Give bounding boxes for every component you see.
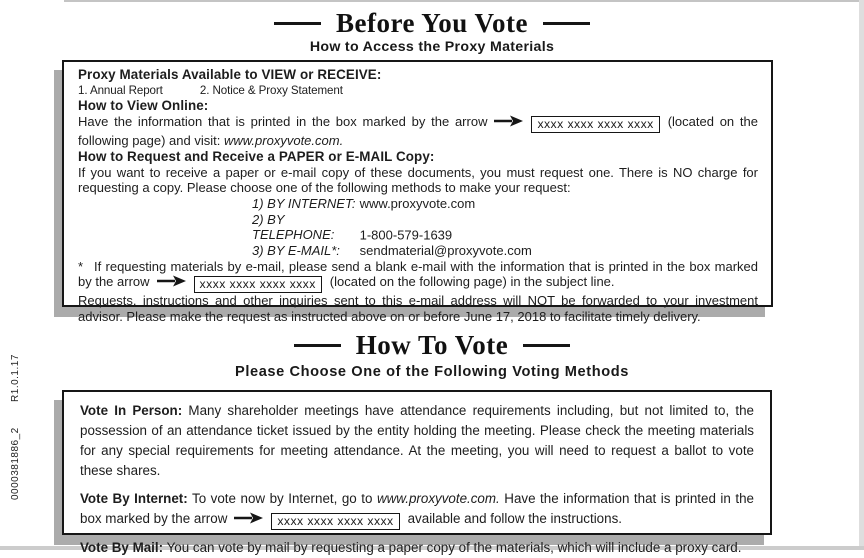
- request-copy-paragraph: If you want to receive a paper or e-mail copy of these documents, you must request one. There is NO charge for requesting a copy. Please choose one of the following methods to make your request:: [78, 164, 758, 196]
- section-title-text: How To Vote: [355, 330, 509, 360]
- vote-by-internet-label: Vote By Internet:: [80, 491, 188, 506]
- materials-list: [78, 83, 758, 99]
- deadline-paragraph: Requests, instructions and other inquiries sent to this e-mail address will NOT be forwarded to your investment advisor. Please make the request as instructed above on or before June 17, 2018 to facilitate timely delivery.: [78, 293, 758, 325]
- control-number-box: [271, 513, 399, 530]
- email-note-text-pre: If requesting materials by e-mail, please send a blank e-mail with the information that is printed in the box marked by the arrow: [78, 258, 758, 290]
- vote-in-person-paragraph: [80, 401, 754, 481]
- vote-by-internet-text-post: available and follow the instructions.: [407, 511, 622, 526]
- title-dash-left: [274, 22, 321, 25]
- scan-edge-top: [64, 0, 864, 2]
- view-online-text-pre: Have the information that is printed in the box marked by the arrow: [78, 114, 488, 130]
- arrow-right-icon: [494, 115, 524, 127]
- arrow-right-icon: [234, 512, 264, 524]
- how-to-vote-title: [0, 330, 864, 361]
- document-revision-number: R1.0.1.17: [10, 354, 21, 402]
- request-copy-heading: How to Request and Receive a PAPER or E-MAIL Copy:: [78, 148, 435, 164]
- method-value-telephone: 1-800-579-1639: [359, 227, 453, 243]
- vote-by-internet-text-mid: Have the information that is printed in the box marked by the arrow: [80, 491, 754, 526]
- method-label-email: 3) BY E-MAIL*:: [252, 243, 340, 259]
- method-row-internet: [252, 196, 758, 212]
- title-dash-right: [543, 22, 590, 25]
- proxyvote-url: www.proxyvote.com.: [376, 491, 500, 506]
- before-you-vote-subtitle: How to Access the Proxy Materials: [309, 39, 555, 55]
- vote-by-mail-label: Vote By Mail:: [80, 540, 164, 555]
- request-methods-list: [78, 196, 758, 259]
- proxy-materials-box: [62, 60, 773, 325]
- how-to-vote-subtitle: Please Choose One of the Following Voting Methods: [235, 364, 629, 380]
- vote-by-internet-text-pre: To vote now by Internet, go to: [192, 491, 373, 506]
- method-label-internet: 1) BY INTERNET:: [252, 195, 356, 211]
- method-value-internet: www.proxyvote.com: [359, 195, 476, 211]
- method-row-email: [252, 243, 758, 259]
- vote-by-internet-paragraph: [80, 489, 754, 530]
- materials-item-annual-report: 1. Annual Report: [78, 83, 163, 97]
- voting-methods-box: [62, 390, 772, 555]
- footnote-asterisk: *: [78, 258, 84, 274]
- control-number-placeholder: xxxx xxxx xxxx xxxx: [277, 514, 394, 528]
- view-online-text-mid: (located on the following page) and visit:: [78, 114, 758, 149]
- before-you-vote-title: [0, 8, 864, 39]
- vote-in-person-label: Vote In Person:: [80, 403, 183, 418]
- proxyvote-url: www.proxyvote.com.: [223, 133, 344, 149]
- vote-in-person-text: Many shareholder meetings have attendance requirements including, but not limited to, the possession of an attendance ticket issued by the entity holding the meeting. Please check the meeting materials for any special requirements for meeting attendance. At the meeting, you will need to request a ballot to vote these shares.: [80, 403, 754, 478]
- control-number-box: [194, 276, 322, 293]
- email-note-text-post: (located on the following page) in the subject line.: [329, 274, 615, 290]
- scan-edge-right: [859, 0, 864, 550]
- title-dash-left: [294, 344, 341, 347]
- section-title-text: Before You Vote: [336, 8, 528, 38]
- control-number-box: [531, 116, 659, 133]
- arrow-right-icon: [157, 275, 187, 287]
- email-note-paragraph: [78, 259, 758, 294]
- view-online-heading: How to View Online:: [78, 98, 209, 114]
- control-number-placeholder: xxxx xxxx xxxx xxxx: [199, 277, 316, 292]
- vote-by-mail-text: You can vote by mail by requesting a paper copy of the materials, which will include a proxy card.: [166, 540, 742, 555]
- view-online-paragraph: [78, 114, 758, 149]
- method-row-telephone: [252, 212, 758, 243]
- control-number-placeholder: xxxx xxxx xxxx xxxx: [537, 117, 654, 132]
- method-label-telephone: 2) BY TELEPHONE:: [252, 211, 335, 243]
- vote-by-mail-paragraph: [80, 538, 754, 558]
- materials-heading: Proxy Materials Available to VIEW or RECEIVE:: [78, 67, 382, 82]
- materials-item-notice-proxy: 2. Notice & Proxy Statement: [199, 83, 343, 97]
- document-barcode-number: 0000381886_2: [10, 427, 21, 500]
- method-value-email: sendmaterial@proxyvote.com: [359, 243, 532, 259]
- title-dash-right: [523, 344, 570, 347]
